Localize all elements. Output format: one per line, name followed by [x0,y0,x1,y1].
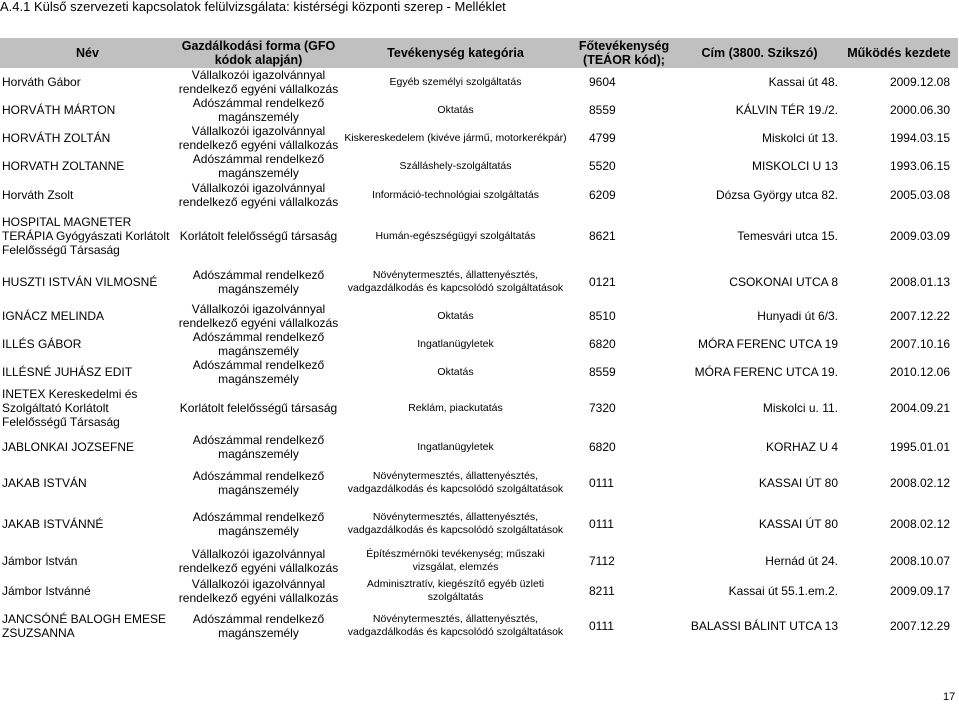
cell-name: INETEX Kereskedelmi és Szolgáltató Korlátolt Felelősségű Társaság [2,387,138,429]
cell-address: MÓRA FERENC UTCA 19. [694,365,838,379]
cell-activity: Oktatás [437,365,474,378]
cell-activity: Oktatás [437,309,474,322]
cell-name: JAKAB ISTVÁNNÉ [2,517,104,531]
cell-activity: Szálláshely-szolgáltatás [399,159,512,172]
cell-form: Korlátolt felelősségű társaság [179,229,338,243]
cell-address: KORHAZ U 4 [765,440,838,454]
cell-name: HORVATH ZOLTANNE [2,159,125,173]
cell-name: HORVÁTH MÁRTON [2,103,116,117]
cell-activity: Növénytermesztés, állattenyésztés, vadgazdálkodás és kapcsolódó szolgáltatások [347,511,564,536]
cell-name: IGNÁCZ MELINDA [2,309,105,323]
cell-activity: Reklám, piackutatás [408,401,503,414]
cell-name: ILLÉS GÁBOR [2,337,82,351]
cell-teaor: 8510 [589,309,616,323]
cell-form: Korlátolt felelősségű társaság [179,401,338,415]
cell-start: 1993.06.15 [889,159,950,173]
cell-form: Adószámmal rendelkező magánszemély [192,96,325,124]
cell-address: Hernád út 24. [765,554,838,568]
cell-form: Adószámmal rendelkező magánszemély [192,358,325,386]
cell-name: ILLÉSNÉ JUHÁSZ EDIT [2,365,133,379]
cell-start: 2008.02.12 [889,476,950,490]
cell-address: MÓRA FERENC UTCA 19 [697,337,838,351]
table-row [0,430,958,464]
cell-teaor: 6209 [589,188,616,202]
cell-name: JAKAB ISTVÁN [2,476,87,490]
cell-address: BALASSI BÁLINT UTCA 13 [690,619,838,633]
cell-form: Adószámmal rendelkező magánszemély [192,469,325,497]
cell-address: Kassai út 55.1.em.2. [728,584,838,598]
column-header-address: Cím (3800. Szikszó) [679,38,840,68]
cell-start: 2008.02.12 [889,517,950,531]
cell-name: JABLONKAI JOZSEFNE [2,440,135,454]
cell-activity: Oktatás [437,103,474,116]
table-row [0,68,958,96]
cell-start: 2009.09.17 [889,584,950,598]
table-row [0,96,958,124]
cell-start: 2007.12.29 [889,619,950,633]
cell-activity: Információ-technológiai szolgáltatás [372,188,539,201]
cell-start: 2008.10.07 [889,554,950,568]
cell-activity: Egyéb személyi szolgáltatás [389,75,522,88]
cell-address: Kassai út 48. [768,75,838,89]
cell-activity: Növénytermesztés, állattenyésztés, vadgazdálkodás és kapcsolódó szolgáltatások [347,470,564,495]
table-row [0,502,958,546]
cell-teaor: 9604 [589,75,616,89]
cell-name: HOSPITAL MAGNETER TERÁPIA Gyógyászati Korlátolt Felelősségű Társaság [2,215,170,257]
cell-teaor: 8559 [589,103,616,117]
cell-name: Jámbor István [2,554,78,568]
page-number: 17 [943,691,956,703]
register-table [0,38,958,646]
cell-start: 2008.01.13 [889,275,950,289]
table-row [0,180,958,210]
table-row [0,546,958,576]
table-row [0,124,958,152]
cell-address: KASSAI ÚT 80 [758,476,838,490]
cell-form: Adószámmal rendelkező magánszemély [192,510,325,538]
table-row [0,210,958,262]
cell-address: Dózsa György utca 82. [715,188,838,202]
column-header-form: Gazdálkodási forma (GFO kódok alapján) [175,38,342,68]
cell-teaor: 0121 [589,275,616,289]
cell-activity: Ingatlanügyletek [417,337,494,350]
cell-name: Horváth Gábor [2,75,81,89]
cell-name: JANCSÓNÉ BALOGH EMESE ZSUZSANNA [2,612,167,640]
cell-start: 2007.12.22 [889,309,950,323]
table-row [0,152,958,180]
cell-teaor: 5520 [589,159,616,173]
cell-form: Adószámmal rendelkező magánszemély [192,612,325,640]
column-header-teaor: Főtevékenység (TEÁOR kód); [569,38,679,68]
table-row [0,330,958,358]
cell-start: 2005.03.08 [889,188,950,202]
cell-start: 2000.06.30 [889,103,950,117]
table-row [0,358,958,386]
table-row [0,386,958,430]
cell-form: Vállalkozói igazolvánnyal rendelkező egyéni vállalkozás [178,577,339,605]
cell-teaor: 0111 [589,619,614,633]
column-header-start: Működés kezdete [840,38,958,68]
table-row [0,464,958,502]
page-header-title: A.4.1 Külső szervezeti kapcsolatok felülvizsgálata: kistérségi központi szerep - Melléklet [0,0,506,14]
table-row [0,606,958,646]
cell-address: MISKOLCI U 13 [751,159,838,173]
cell-address: Miskolci u. 11. [762,401,838,415]
cell-activity: Növénytermesztés, állattenyésztés, vadgazdálkodás és kapcsolódó szolgáltatások [347,613,564,638]
cell-form: Adószámmal rendelkező magánszemély [192,330,325,358]
cell-teaor: 6820 [589,337,616,351]
cell-start: 2009.03.09 [889,229,950,243]
cell-start: 2004.09.21 [889,401,950,415]
column-header-name: Név [0,38,175,68]
table-header-row [0,38,958,68]
cell-teaor: 7320 [589,401,616,415]
cell-address: KASSAI ÚT 80 [758,517,838,531]
cell-start: 1994.03.15 [889,131,950,145]
cell-address: Miskolci út 13. [761,131,838,145]
cell-name: Jámbor Istvánné [2,584,91,598]
cell-teaor: 0111 [589,517,614,531]
table-row [0,262,958,302]
cell-teaor: 6820 [589,440,616,454]
cell-activity: Növénytermesztés, állattenyésztés, vadgazdálkodás és kapcsolódó szolgáltatások [347,269,564,294]
cell-form: Vállalkozói igazolvánnyal rendelkező egyéni vállalkozás [178,68,339,96]
cell-name: HORVÁTH ZOLTÁN [2,131,111,145]
cell-form: Vállalkozói igazolvánnyal rendelkező egyéni vállalkozás [178,302,339,330]
cell-activity: Építészmérnöki tevékenység; műszaki vizsgálat, elemzés [366,548,545,573]
cell-start: 2007.10.16 [889,337,950,351]
cell-teaor: 8559 [589,365,616,379]
cell-teaor: 8621 [589,229,616,243]
cell-teaor: 4799 [589,131,616,145]
cell-form: Vállalkozói igazolvánnyal rendelkező egyéni vállalkozás [178,124,339,152]
cell-address: Temesvári utca 15. [737,229,838,243]
cell-address: KÁLVIN TÉR 19./2. [735,103,838,117]
cell-start: 1995.01.01 [889,440,950,454]
cell-activity: Adminisztratív, kiegészítő egyéb üzleti szolgáltatás [366,578,545,603]
cell-teaor: 7112 [589,554,615,568]
cell-activity: Humán-egészségügyi szolgáltatás [375,229,536,242]
cell-form: Adószámmal rendelkező magánszemély [192,268,325,296]
table-row [0,302,958,330]
cell-form: Adószámmal rendelkező magánszemély [192,433,325,461]
table-row [0,576,958,606]
cell-form: Vállalkozói igazolvánnyal rendelkező egyéni vállalkozás [178,547,339,575]
cell-form: Adószámmal rendelkező magánszemély [192,152,325,180]
column-header-activity: Tevékenység kategória [342,38,569,68]
cell-activity: Ingatlanügyletek [417,440,494,453]
cell-address: Hunyadi út 6/3. [757,309,838,323]
cell-form: Vállalkozói igazolvánnyal rendelkező egyéni vállalkozás [178,181,339,209]
cell-address: CSOKONAI UTCA 8 [729,275,838,289]
cell-teaor: 8211 [589,584,615,598]
cell-start: 2009.12.08 [889,75,950,89]
cell-name: Horváth Zsolt [2,188,74,202]
cell-start: 2010.12.06 [889,365,950,379]
cell-teaor: 0111 [589,476,614,490]
cell-activity: Kiskereskedelem (kivéve jármű, motorkerékpár) [344,131,567,144]
cell-name: HUSZTI ISTVÁN VILMOSNÉ [2,275,158,289]
